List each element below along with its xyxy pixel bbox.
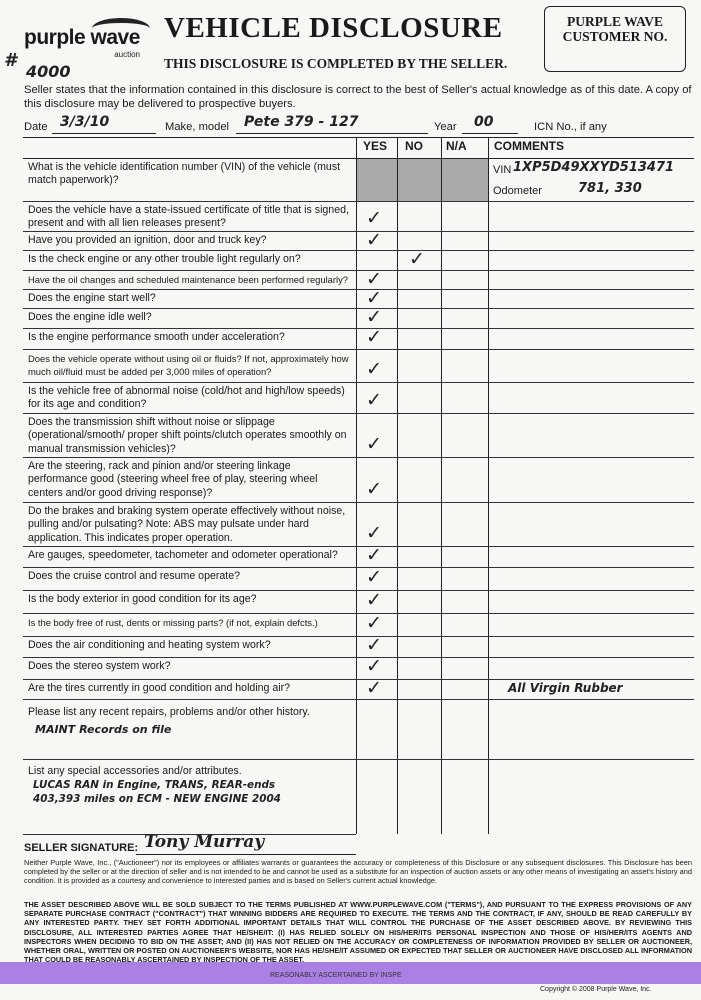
row-divider <box>23 759 694 760</box>
odometer-label: Odometer <box>493 185 542 197</box>
row-divider <box>23 613 694 614</box>
answer-yes-checkbox[interactable]: ✓ <box>366 390 382 411</box>
handwritten-number: 4000 <box>26 62 71 81</box>
answer-yes-checkbox[interactable]: ✓ <box>366 288 382 309</box>
row-divider <box>23 457 694 458</box>
disclosure-table <box>23 137 694 834</box>
answer-yes-checkbox[interactable]: ✓ <box>366 269 382 290</box>
answer-yes-checkbox[interactable]: ✓ <box>366 613 382 634</box>
repairs-field[interactable]: MAINT Records on file <box>35 723 172 736</box>
row-divider <box>23 657 694 658</box>
row-divider <box>23 413 694 414</box>
make-model-field[interactable]: Pete 379 - 127 <box>244 114 359 130</box>
answer-yes-checkbox[interactable]: ✓ <box>366 635 382 656</box>
date-field[interactable]: 3/3/10 <box>60 114 110 130</box>
year-field[interactable]: 00 <box>474 114 494 130</box>
logo-swoosh-icon <box>92 18 150 39</box>
answer-yes-checkbox[interactable]: ✓ <box>366 678 382 699</box>
question-text: Does the cruise control and resume operate? <box>28 570 240 582</box>
question-text: Is the check engine or any other trouble light regularly on? <box>28 253 301 265</box>
question-text: Is the vehicle free of abnormal noise (cold/hot and high/low speeds) for its age and condition? <box>28 385 345 411</box>
answer-no-checkbox[interactable]: ✓ <box>409 249 425 270</box>
row-divider <box>23 158 694 159</box>
row-divider <box>23 137 694 138</box>
question-text: Is the body exterior in good condition for its age? <box>28 593 257 605</box>
legal-disclaimer: Neither Purple Wave, Inc., ("Auctioneer") nor its employees or affiliates warrants or guarantees the accuracy or completeness of this Disclosure or any subsequent disclosures. This Disclosure has been completed by the seller or at the direction of seller and is not intended to be and cannot be used as a substitute for an inspection of auction assets or any other means of investigating an asset's history and condition. It is provided as a courtesy and convenience to interested parties and is based on Seller's current actual knowledge. <box>24 858 692 885</box>
question-text: Does the stereo system work? <box>28 660 171 672</box>
question-text: Have you provided an ignition, door and truck key? <box>28 234 267 246</box>
year-label: Year <box>434 121 457 133</box>
handwritten-hash: # <box>4 50 17 71</box>
question-text: Is the body free of rust, dents or missing parts? (if not, explain defcts.) <box>28 617 318 628</box>
answer-yes-checkbox[interactable]: ✓ <box>366 523 382 544</box>
row-divider <box>23 699 694 700</box>
accessories-label: List any special accessories and/or attributes. <box>28 765 242 777</box>
answer-yes-checkbox[interactable]: ✓ <box>366 545 382 566</box>
answer-yes-checkbox[interactable]: ✓ <box>366 434 382 455</box>
question-text: Does the transmission shift without noise or slippage (operational/smooth/ proper shift points/clutch operates smoothly on manual transmission vehicles)? <box>28 416 347 455</box>
row-divider <box>23 231 694 232</box>
logo-text: purple wave <box>24 26 140 49</box>
question-text: Are the steering, rack and pinion and/or steering linkage performance good (steering wheel free of play, steering wheel centers and/or good driving response)? <box>28 460 318 499</box>
question-text: Does the engine idle well? <box>28 311 152 323</box>
repairs-label: Please list any recent repairs, problems and/or other history. <box>28 706 310 718</box>
col-header-no: NO <box>405 139 423 153</box>
question-text: Are the tires currently in good condition and holding air? <box>28 682 291 694</box>
row-divider <box>23 636 694 637</box>
col-header-comments: COMMENTS <box>494 139 564 153</box>
answer-yes-checkbox[interactable]: ✓ <box>366 656 382 677</box>
answer-yes-checkbox[interactable]: ✓ <box>366 327 382 348</box>
row-divider <box>23 546 694 547</box>
answer-yes-checkbox[interactable]: ✓ <box>366 567 382 588</box>
customer-number-box[interactable] <box>544 6 686 72</box>
col-divider-no <box>397 137 398 834</box>
answer-yes-checkbox[interactable]: ✓ <box>366 208 382 229</box>
answer-yes-checkbox[interactable]: ✓ <box>366 479 382 500</box>
answer-yes-checkbox[interactable]: ✓ <box>366 230 382 251</box>
signature-label: SELLER SIGNATURE: <box>24 842 139 854</box>
odometer-field[interactable]: 781, 330 <box>578 181 642 196</box>
row-divider <box>23 289 694 290</box>
col-header-yes: YES <box>363 139 388 153</box>
logo-subtext: auction <box>114 50 140 59</box>
make-underline <box>236 133 428 134</box>
question-text: Does the engine start well? <box>28 292 156 304</box>
row-divider <box>23 328 694 329</box>
col-divider-na <box>441 137 442 834</box>
vin-row-shade <box>356 158 488 202</box>
vin-field[interactable]: 1XP5D49XXYD513471 <box>513 160 675 175</box>
accessories-line1[interactable]: LUCAS RAN in Engine, TRANS, REAR-ends <box>33 779 276 791</box>
row-divider <box>23 679 694 680</box>
row-divider <box>23 250 694 251</box>
terms-notice: THE ASSET DESCRIBED ABOVE WILL BE SOLD SUBJECT TO THE TERMS PUBLISHED AT WWW.PURPLEWAVE.COM ("TERMS"), AND PURSUANT TO THE EXPRESS PROVISIONS OF ANY SEPARATE PURCHASE CONTRACT ("CONTRACT") THAT WINNING BIDDERS ARE REQUIRED TO EXECUTE. THE TERMS AND THE CONTRACT, IF ANY, SHOULD BE READ CAREFULLY BY ANY INTERESTED PARTY. THEY SET FORTH ADDITIONAL IMPORTANT DETAILS THAT WILL CONTROL THE PURCHASE OF THE ASSET DESCRIBED ABOVE. BY REVIEWING THIS DISCLOSURE, ALL INTERESTED PARTIES AGREE THAT HE/SHE/IT: (I) HAS RELIED SOLELY ON HIS/HER/ITS PERSONAL INSPECTION AND THOSE OF HIS/HER/ITS AGENTS AND INSPECTORS WHEN DECIDING TO BID ON THE ASSET; AND (II) HAS NOT RELIED ON THE ACCURACY OR COMPLETENESS OF INFORMATION PROVIDED BY SELLER OR AUCTIONEER, WHETHER ORAL, WRITTEN OR POSTED ON AUCTIONEER'S WEBSITE, NOR HAS HE/SHE/IT ASSUMED OR EXPECTED THAT SELLER OR AUCTIONEER HAVE DISCLOSED ALL INFORMATION THAT COULD BE REASONABLY ASCERTAINED BY INSPECTION OF THE ASSET. <box>24 900 692 965</box>
answer-yes-checkbox[interactable]: ✓ <box>366 307 382 328</box>
bottom-note: REASONABLY ASCERTAINED BY INSPE <box>270 972 402 979</box>
row-divider <box>23 567 694 568</box>
question-text: Does the vehicle have a state-issued certificate of title that is signed, present and with all lien releases present? <box>28 204 349 230</box>
row-divider <box>23 308 694 309</box>
row-divider <box>23 349 694 350</box>
customer-box-line1: PURPLE WAVE <box>567 14 663 29</box>
col-divider-comments <box>488 137 489 834</box>
row-divider <box>23 270 694 271</box>
answer-yes-checkbox[interactable]: ✓ <box>366 359 382 380</box>
answer-yes-checkbox[interactable]: ✓ <box>366 590 382 611</box>
question-text: Do the brakes and braking system operate effectively without noise, pulling and/or pulsating? Note: ABS may pulsate under hard application. This indicates proper operation. <box>28 505 346 544</box>
col-divider-yes <box>356 137 357 834</box>
date-underline <box>52 133 156 134</box>
page-subtitle: THIS DISCLOSURE IS COMPLETED BY THE SELLER. <box>164 56 508 71</box>
page-title: VEHICLE DISCLOSURE <box>164 12 503 44</box>
question-text: Are gauges, speedometer, tachometer and odometer operational? <box>28 549 338 561</box>
comment-field[interactable]: All Virgin Rubber <box>508 681 623 695</box>
question-text: What is the vehicle identification number (VIN) of the vehicle (must match paperwork)? <box>28 161 341 187</box>
icn-label: ICN No., if any <box>534 121 607 133</box>
signature-field[interactable]: Tony Murray <box>144 832 265 852</box>
intro-statement: Seller states that the information contained in this disclosure is correct to the best of Seller's actual knowledge as of this date. A copy of this disclosure may be delivered to prospective buyers. <box>24 84 692 110</box>
row-divider <box>23 502 694 503</box>
year-underline <box>462 133 518 134</box>
col-header-na: N/A <box>446 139 467 153</box>
row-divider <box>23 590 694 591</box>
question-text: Does the vehicle operate without using oil or fluids? If not, approximately how much oil/fluid must be added per 3,000 miles of operation? <box>28 353 349 378</box>
question-text: Does the air conditioning and heating system work? <box>28 639 271 651</box>
date-label: Date <box>24 121 48 133</box>
customer-box-line2: CUSTOMER NO. <box>562 29 668 44</box>
vin-label: VIN <box>493 164 512 176</box>
signature-underline <box>136 854 356 855</box>
purple-wave-logo <box>24 26 154 59</box>
row-divider <box>23 201 694 202</box>
copyright: Copyright © 2008 Purple Wave, Inc. <box>540 986 652 993</box>
vehicle-info-row <box>24 114 694 136</box>
make-model-label: Make, model <box>165 121 230 133</box>
row-divider <box>23 382 694 383</box>
accessories-line2[interactable]: 403,393 miles on ECM - NEW ENGINE 2004 <box>33 793 281 805</box>
question-text: Is the engine performance smooth under acceleration? <box>28 331 285 343</box>
question-text: Have the oil changes and scheduled maintenance been performed regularly? <box>28 274 348 285</box>
